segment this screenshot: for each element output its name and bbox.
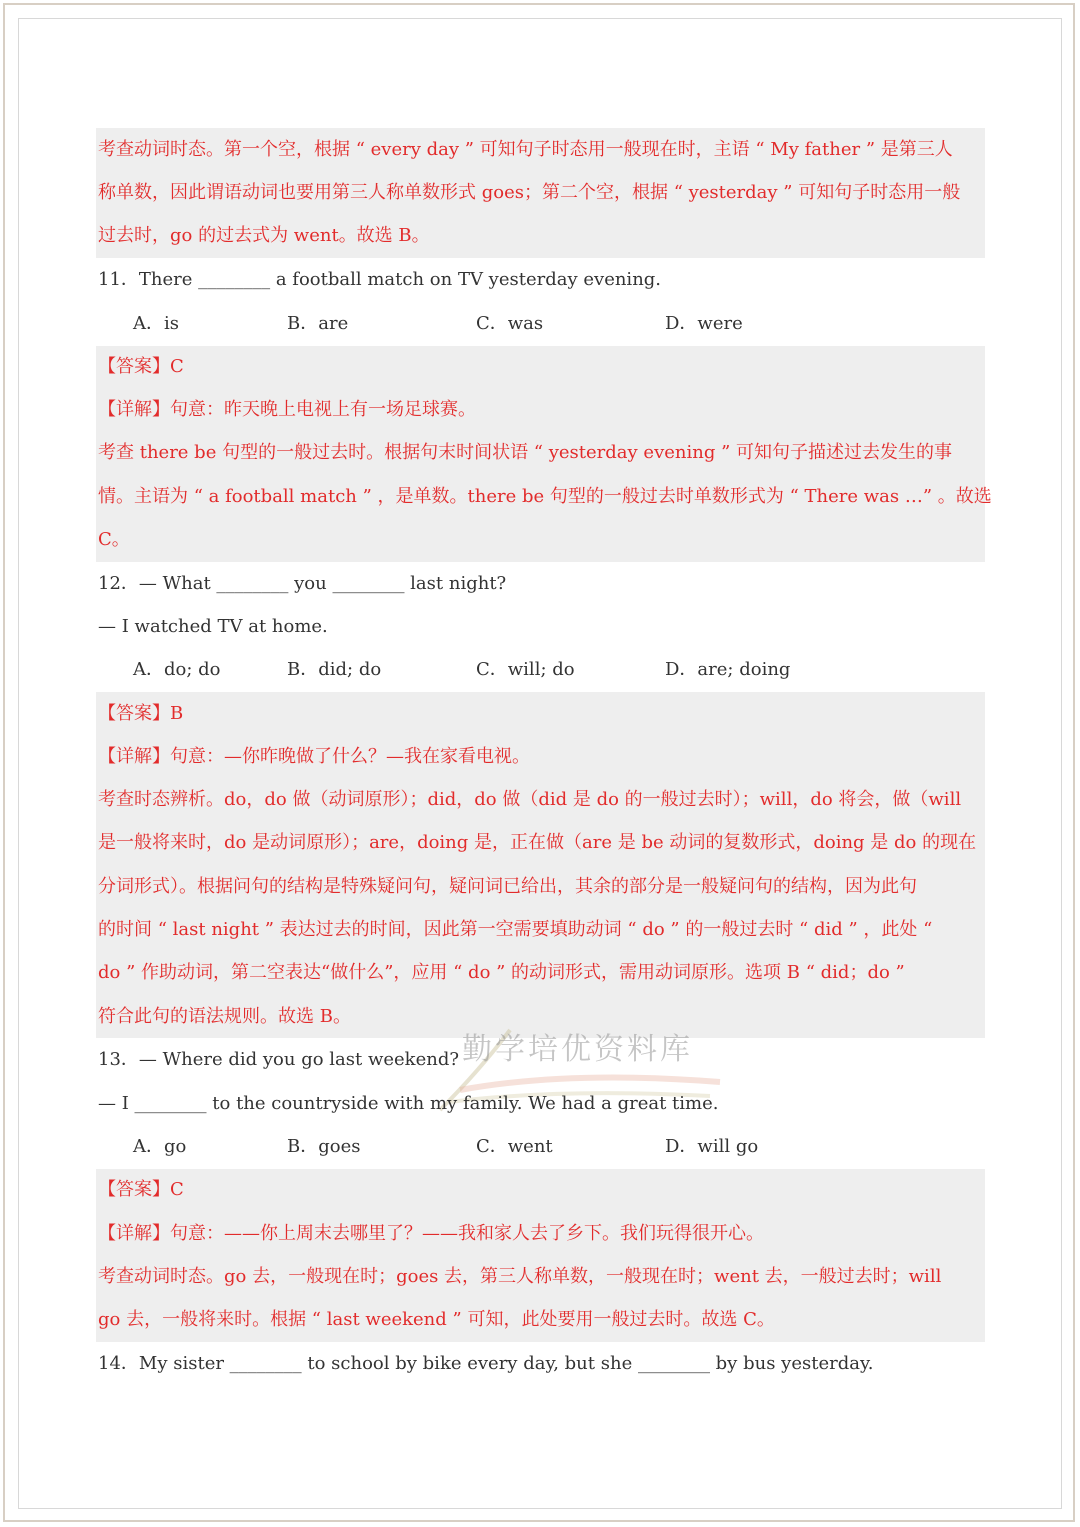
q13-option-c: C．went xyxy=(476,1136,553,1157)
q11-detail: 【详解】句意：昨天晚上电视上有一场足球赛。 xyxy=(98,399,476,420)
q13-explain-line: 考查动词时态。go 去，一般现在时；goes 去，第三人称单数，一般现在时；went 去，一般过去时；will xyxy=(98,1266,942,1287)
q12-option-c: C．will; do xyxy=(476,659,575,680)
q13-detail: 【详解】句意：——你上周末去哪里了？——我和家人去了乡下。我们玩得很开心。 xyxy=(98,1223,764,1244)
q13-stem: 13．— Where did you go last weekend? xyxy=(98,1049,459,1070)
q12-explain-line: 是一般将来时，do 是动词原形）；are，doing 是，正在做（are 是 be 动词的复数形式，doing 是 do 的现在 xyxy=(98,832,977,853)
q11-option-d: D．were xyxy=(665,313,743,334)
q12-answer: 【答案】B xyxy=(98,703,184,724)
q12-stem-reply: — I watched TV at home. xyxy=(98,616,328,637)
q12-explain-line: 的时间 “ last night ” 表达过去的时间，因此第一空需要填助动词 “ do ” 的一般过去时 “ did ” ，此处 “ xyxy=(98,919,933,940)
q12-stem: 12．— What ________ you ________ last night? xyxy=(98,573,507,594)
q13-stem-reply: — I ________ to the countryside with my family. We had a great time. xyxy=(98,1093,719,1114)
q12-option-d: D．are; doing xyxy=(665,659,791,680)
q11-option-a: A．is xyxy=(133,313,179,334)
q11-stem: 11．There ________ a football match on TV yesterday evening. xyxy=(98,269,662,290)
q11-answer: 【答案】C xyxy=(98,356,184,377)
q13-option-b: B．goes xyxy=(287,1136,361,1157)
q11-option-c: C．was xyxy=(476,313,544,334)
q12-detail: 【详解】句意：—你昨晚做了什么？—我在家看电视。 xyxy=(98,746,530,767)
q10-explain-line: 称单数，因此谓语动词也要用第三人称单数形式 goes；第二个空，根据 “ yesterday ” 可知句子时态用一般 xyxy=(98,182,961,203)
q13-option-a: A．go xyxy=(133,1136,187,1157)
q12-explain-line: do ” 作助动词，第二空表达“做什么”，应用 “ do ” 的动词形式，需用动词原形。选项 B “ did；do ” xyxy=(98,962,905,983)
q12-explain-line: 符合此句的语法规则。故选 B。 xyxy=(98,1006,351,1027)
q10-explain-line: 考查动词时态。第一个空，根据 “ every day ” 可知句子时态用一般现在时，主语 “ My father ” 是第三人 xyxy=(98,139,953,160)
q12-option-a: A．do; do xyxy=(133,659,221,680)
q11-option-b: B．are xyxy=(287,313,349,334)
q11-explain-line: 考查 there be 句型的一般过去时。根据句末时间状语 “ yesterday evening ” 可知句子描述过去发生的事 xyxy=(98,442,952,463)
watermark-text: 勤学培优资料库 xyxy=(462,1032,693,1067)
q12-explain-line: 考查时态辨析。do，do 做（动词原形）；did，do 做（did 是 do 的一般过去时）；will，do 将会，做（will xyxy=(98,789,962,810)
q13-option-d: D．will go xyxy=(665,1136,759,1157)
q11-explain-line: C。 xyxy=(98,529,130,550)
q13-answer: 【答案】C xyxy=(98,1179,184,1200)
q11-explain-line: 情。主语为 “ a football match ” ，是单数。there be 句型的一般过去时单数形式为 “ There was …” 。故选 xyxy=(98,486,992,507)
q14-stem: 14．My sister ________ to school by bike every day, but she ________ by bus yesterday. xyxy=(98,1353,874,1374)
q12-option-b: B．did; do xyxy=(287,659,382,680)
q10-explain-line: 过去时，go 的过去式为 went。故选 B。 xyxy=(98,225,430,246)
q12-explain-line: 分词形式）。根据问句的结构是特殊疑问句，疑问词已给出，其余的部分是一般疑问句的结构，因为此句 xyxy=(98,876,917,897)
q13-explain-line: go 去，一般将来时。根据 “ last weekend ” 可知，此处要用一般过去时。故选 C。 xyxy=(98,1309,775,1330)
